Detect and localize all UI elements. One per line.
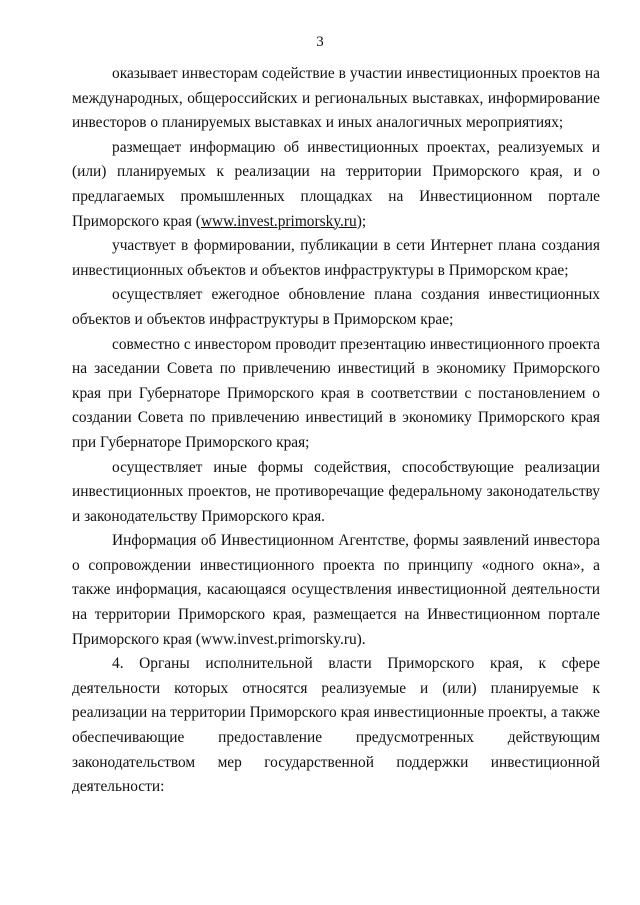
text-line: на заседании Совета по привлечению инвестиций в экономику Приморского <box>72 360 600 378</box>
text-line: на территории Приморского края, размещается на Инвестиционном портале <box>72 606 600 624</box>
text-line: инвестиционных объектов и объектов инфраструктуры в Приморском крае; <box>72 261 569 279</box>
portal-link[interactable]: www.invest.primorsky.ru <box>200 212 357 230</box>
text-line <box>72 210 600 235</box>
text-line: размещает информацию об инвестиционных проектах, реализуемых и <box>112 138 600 156</box>
text-line: реализации на территории Приморского края инвестиционные проекты, а также <box>72 704 600 722</box>
text-line: инвесторов о планируемых выставках и иных аналогичных мероприятиях; <box>72 114 564 132</box>
text-line: объектов и объектов инфраструктуры в Приморском крае; <box>72 310 454 328</box>
paragraph <box>72 652 600 800</box>
paragraph <box>72 456 600 530</box>
text-line: создании Совета по привлечению инвестиций в экономику Приморского края <box>72 409 600 427</box>
text-line: деятельности которых относятся реализуемые и (или) планируемые к <box>72 679 600 697</box>
text-line: Информация об Инвестиционном Агентстве, формы заявлений инвестора <box>112 532 600 550</box>
paragraph <box>72 333 600 456</box>
paragraph <box>72 234 600 283</box>
text-line: осуществляет ежегодное обновление плана создания инвестиционных <box>112 286 600 304</box>
text-line: инвестиционных проектов, не противоречащие федеральному законодательству <box>72 483 600 501</box>
text-line: оказывает инвесторам содействие в участии инвестиционных проектов на <box>112 65 600 82</box>
text-fragment: ); <box>356 212 367 230</box>
text-line: предлагаемых промышленных площадках на Инвестиционном портале <box>72 187 600 205</box>
text-line: законодательством мер государственной поддержки инвестиционной <box>72 753 600 771</box>
text-line: при Губернаторе Приморского края; <box>72 433 310 451</box>
text-line: Приморского края (www.invest.primorsky.ru). <box>72 630 366 648</box>
paragraph <box>72 529 600 652</box>
text-line: участвует в формировании, публикации в сети Интернет плана создания <box>112 237 600 255</box>
text-line: деятельности: <box>72 778 165 796</box>
text-line: края при Губернаторе Приморского края в соответствии с постановлением о <box>72 384 600 402</box>
document-body <box>72 62 600 800</box>
text-fragment: Приморского края ( <box>72 212 201 230</box>
text-line: международных, общероссийских и региональных выставках, информирование <box>72 89 600 107</box>
paragraph <box>72 136 600 234</box>
text-line: (или) планируемых к реализации на территории Приморского края, и о <box>72 163 600 181</box>
text-line: совместно с инвестором проводит презентацию инвестиционного проекта <box>112 335 600 353</box>
text-line: о сопровождении инвестиционного проекта по принципу «одного окна», а <box>72 556 600 574</box>
text-line: и законодательству Приморского края. <box>72 507 326 525</box>
text-line: также информация, касающаяся осуществления инвестиционной деятельности <box>72 581 600 599</box>
page-number: 3 <box>316 34 324 50</box>
text-line: обеспечивающие предоставление предусмотренных действующим <box>72 729 600 747</box>
paragraph <box>72 62 600 136</box>
text-line: осуществляет иные формы содействия, способствующие реализации <box>112 458 600 476</box>
text-line: 4. Органы исполнительной власти Приморского края, к сфере <box>112 655 600 673</box>
paragraph <box>72 283 600 332</box>
